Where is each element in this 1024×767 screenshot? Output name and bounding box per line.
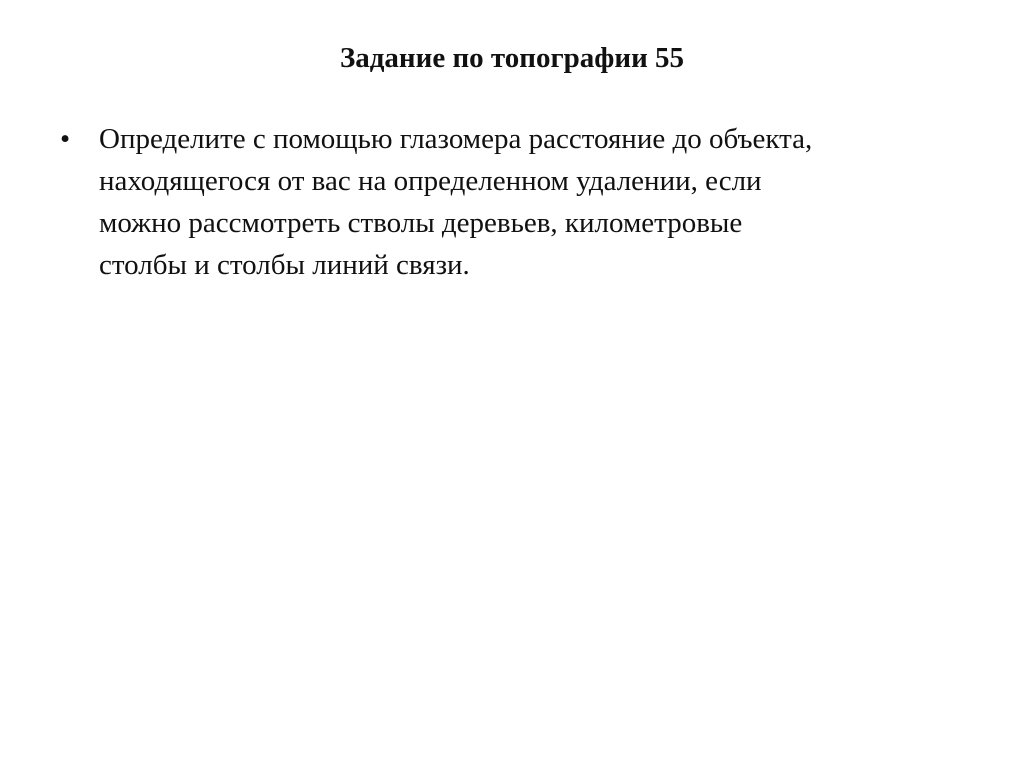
bullet-text-line: Определите с помощью глазомера расстояние до объекта, [99, 123, 813, 155]
list-item [60, 118, 960, 286]
bullet-text-line: находящегося от вас на определенном удалении, если [99, 165, 762, 197]
bullet-list [60, 118, 960, 286]
bullet-text-line: столбы и столбы линий связи. [99, 249, 470, 281]
bullet-text-line: можно рассмотреть стволы деревьев, километровые [99, 207, 743, 239]
bullet-icon: • [60, 123, 71, 155]
slide-title: Задание по топографии 55 [339, 42, 685, 74]
